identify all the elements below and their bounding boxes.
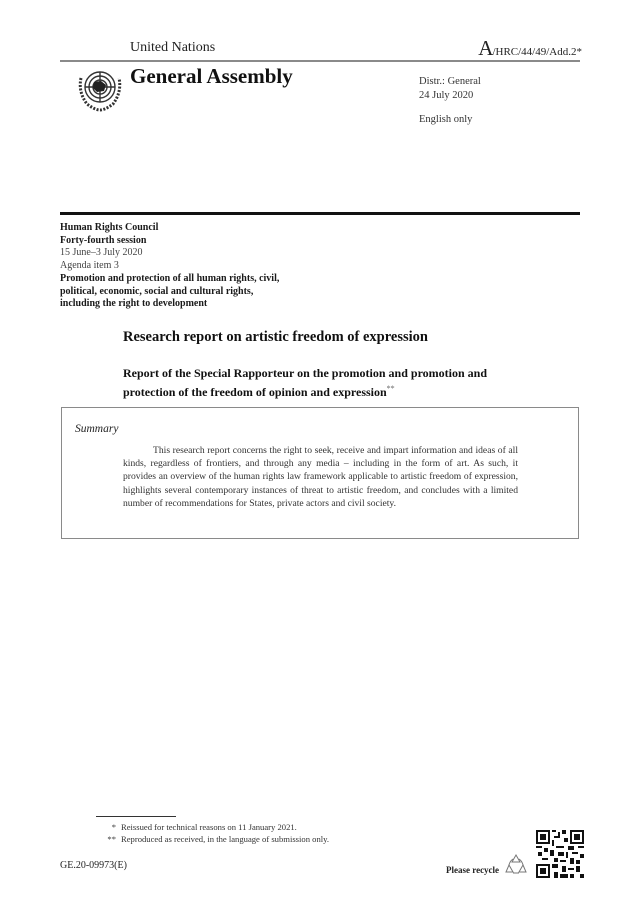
symbol-rest: /HRC/44/49/Add.2* xyxy=(492,46,582,58)
report-subtitle xyxy=(123,366,543,400)
symbol-prefix: A xyxy=(478,36,493,60)
footnote-ref: ** xyxy=(386,384,395,393)
report-subtitle-line: protection of the freedom of opinion and expression xyxy=(123,385,387,399)
session-name: Forty-fourth session xyxy=(60,234,147,246)
job-number: GE.20-09973(E) xyxy=(60,860,127,871)
un-emblem-icon xyxy=(75,64,125,114)
language-note: English only xyxy=(419,114,473,125)
session-dates: 15 June–3 July 2020 xyxy=(60,247,143,259)
document-symbol xyxy=(478,36,582,61)
summary-heading: Summary xyxy=(75,423,119,435)
agenda-title-line: Promotion and protection of all human rights, civil, xyxy=(60,272,280,284)
footnote-text: Reproduced as received, in the language of submission only. xyxy=(121,834,330,844)
agenda-title-line: including the right to development xyxy=(60,298,208,310)
agenda-item: Agenda item 3 xyxy=(60,260,119,272)
footnote xyxy=(96,821,297,833)
organ-title: General Assembly xyxy=(130,64,293,88)
agenda-title-line: political, economic, social and cultural rights, xyxy=(60,285,254,297)
summary-text: This research report concerns the right to seek, receive and impart information and ideas of all kinds, regardless of frontiers, and through any media – including in the form of art. As such, it provides an overview of the human rights law framework applicable to artistic freedom of expression, highlights several contemporary instances of threat to artistic freedom, and concludes with a limited number of recommendations for States, private actors and civil society. xyxy=(123,445,518,509)
distribution-block xyxy=(419,75,481,103)
footnote-mark: * xyxy=(111,822,116,832)
meeting-block xyxy=(60,222,279,311)
issue-date: 24 July 2020 xyxy=(419,90,474,101)
footnote-separator xyxy=(96,816,176,817)
qr-code-icon[interactable] xyxy=(536,830,584,878)
header-rule xyxy=(60,60,580,62)
report-subtitle-line: Report of the Special Rapporteur on the promotion and promotion and xyxy=(123,366,488,380)
recycle-icon xyxy=(505,853,527,875)
organization-name: United Nations xyxy=(130,40,216,55)
recycle-label: Please recycle xyxy=(446,865,500,875)
footnote xyxy=(96,833,329,845)
council-name: Human Rights Council xyxy=(60,222,159,233)
report-title: Research report on artistic freedom of expression xyxy=(123,329,428,345)
footnote-text: Reissued for technical reasons on 11 January 2021. xyxy=(121,822,297,832)
section-rule xyxy=(60,212,580,215)
footnote-mark: ** xyxy=(107,834,116,844)
distribution-status: Distr.: General xyxy=(419,76,481,87)
